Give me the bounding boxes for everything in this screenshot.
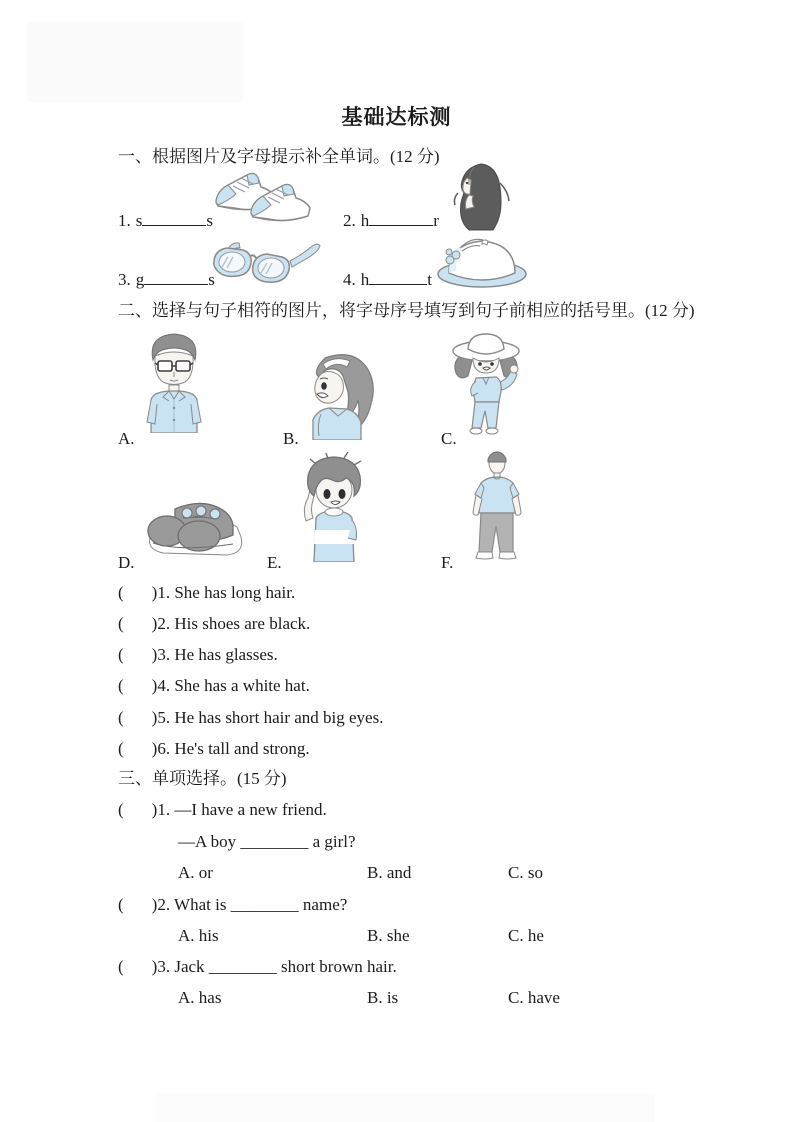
answer-paren: ( [118,676,124,695]
long-hair-image [448,161,510,231]
sentence-text: )4. She has a white hat. [151,676,310,695]
word-item-1-prefix: s [135,211,143,231]
word-item-4 [343,268,432,291]
q3-option-b: B. is [367,988,399,1007]
sneakers-image [203,166,313,231]
choice-question-2 [118,894,347,916]
picture-c-label: C. [441,429,457,448]
word-item-2-suffix: r [433,211,439,231]
word-item-3-prefix: g [135,270,145,290]
word-item-4-number: 4. [343,270,356,290]
q3-option-a: A. has [178,988,222,1007]
girl-long-hair-headband-icon [297,348,381,440]
q2-option-b: B. she [367,926,410,945]
q3-option-c: C. have [508,988,560,1007]
match-sentence-5 [118,707,383,729]
sneakers-icon [203,166,313,231]
section1-heading: 一、根据图片及字母提示补全单词。(12 分) [118,147,440,166]
picture-c-image [446,331,526,435]
picture-a-image [138,330,210,433]
question-text: )3. Jack ________ short brown hair. [151,957,397,976]
word-item-1 [118,209,213,232]
q1-option-c: C. so [508,863,543,882]
answer-paren: ( [118,895,124,914]
picture-b-image [297,348,381,440]
match-sentence-1 [118,582,295,604]
answer-paren: ( [118,583,124,602]
sentence-text: )5. He has short hair and big eyes. [151,708,384,727]
word-item-1-blank [142,209,206,226]
picture-d-image [141,491,247,558]
word-item-3-suffix: s [208,270,215,290]
sentence-text: )6. He's tall and strong. [151,739,310,758]
word-item-3-blank [144,268,208,285]
word-item-2-prefix: h [360,211,370,231]
answer-paren: ( [118,957,124,976]
choice-question-3 [118,956,397,978]
black-shoes-icon [141,491,247,558]
picture-e-image [282,452,375,562]
girl-long-hair-icon [448,161,510,231]
picture-f-image [469,450,525,563]
section3-heading: 三、单项选择。(15 分) [118,769,287,788]
scan-artifact-bottom [155,1093,655,1122]
glasses-icon [206,237,322,290]
picture-f-label: F. [441,553,454,572]
word-item-2-number: 2. [343,211,356,231]
q2-option-a: A. his [178,926,219,945]
word-item-4-suffix: t [427,270,432,290]
page-title: 基础达标测 [341,105,452,129]
scan-artifact-top [27,22,243,102]
match-sentence-4 [118,675,310,697]
match-sentence-6 [118,738,310,760]
answer-paren: ( [118,614,124,633]
word-item-3-number: 3. [118,270,131,290]
q2-option-c: C. he [508,926,544,945]
match-sentence-2 [118,613,310,635]
answer-paren: ( [118,645,124,664]
word-item-2 [343,209,439,232]
sentence-text: )1. She has long hair. [151,583,296,602]
q1-option-b: B. and [367,863,412,882]
choice-question-1-line2: —A boy ________ a girl? [178,832,356,851]
hat-icon [435,231,528,289]
question-text: )2. What is ________ name? [151,895,348,914]
answer-paren: ( [118,708,124,727]
picture-d-label: D. [118,553,135,572]
sentence-text: )3. He has glasses. [151,645,278,664]
tall-strong-man-icon [469,450,525,563]
question-text: )1. —I have a new friend. [151,800,327,819]
girl-white-hat-icon [446,331,526,435]
answer-paren: ( [118,739,124,758]
choice-question-1 [118,799,327,821]
hat-image [435,231,528,289]
picture-b-label: B. [283,429,299,448]
match-sentence-3 [118,644,278,666]
sentence-text: )2. His shoes are black. [151,614,311,633]
picture-e-label: E. [267,553,282,572]
word-item-2-blank [369,209,433,226]
q1-option-a: A. or [178,863,213,882]
word-item-1-number: 1. [118,211,131,231]
word-item-1-suffix: s [206,211,213,231]
glasses-image [206,237,322,290]
word-item-4-prefix: h [360,270,370,290]
picture-a-label: A. [118,429,135,448]
boy-pointing-icon [282,452,375,562]
word-item-4-blank [369,268,427,285]
word-item-3 [118,268,215,291]
answer-paren: ( [118,800,124,819]
man-with-glasses-icon [138,330,210,433]
section2-heading: 二、选择与句子相符的图片，将字母序号填写到句子前相应的括号里。(12 分) [118,301,695,320]
